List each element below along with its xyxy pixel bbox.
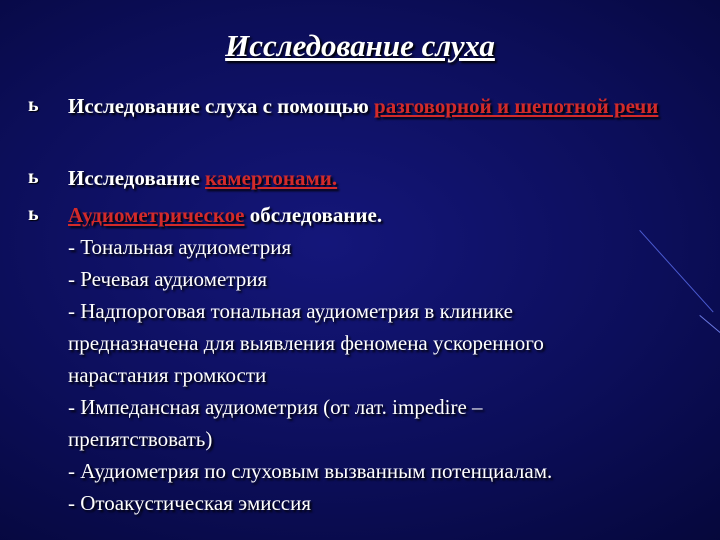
sub-line: - Тональная аудиометрия (68, 235, 292, 259)
sub-line: нарастания громкости (68, 363, 267, 387)
sub-line: - Аудиометрия по слуховым вызванным потенциалам. (68, 459, 553, 483)
bullet-icon: ь (28, 203, 39, 225)
sub-line: - Надпороговая тональная аудиометрия в клинике (68, 299, 513, 323)
sub-line: предназначена для выявления феномена ускоренного (68, 331, 544, 355)
item-text: Исследование слуха с помощью (68, 94, 375, 118)
decorative-ray (699, 315, 720, 341)
sub-line: препятствовать) (68, 427, 213, 451)
slide-title: Исследование слуха (225, 28, 495, 63)
sub-line: - Отоакустическая эмиссия (68, 491, 312, 515)
bullet-icon: ь (28, 166, 39, 188)
link-audiometric[interactable]: Аудиометрическое (68, 203, 245, 227)
link-tuning-forks[interactable]: камертонами. (205, 166, 338, 190)
bullet-icon: ь (28, 94, 39, 116)
bullet-item-speech (68, 90, 698, 122)
link-speech-test[interactable]: разговорной и шепотной речи (374, 94, 659, 118)
bullet-item-audiometry (68, 199, 698, 519)
item-text: обследование. (244, 203, 383, 227)
sub-line: - Импедансная аудиометрия (от лат. impedire – (68, 395, 483, 419)
bullet-item-tuning-fork (68, 162, 698, 194)
item-text: Исследование (68, 166, 206, 190)
sub-line: - Речевая аудиометрия (68, 267, 268, 291)
